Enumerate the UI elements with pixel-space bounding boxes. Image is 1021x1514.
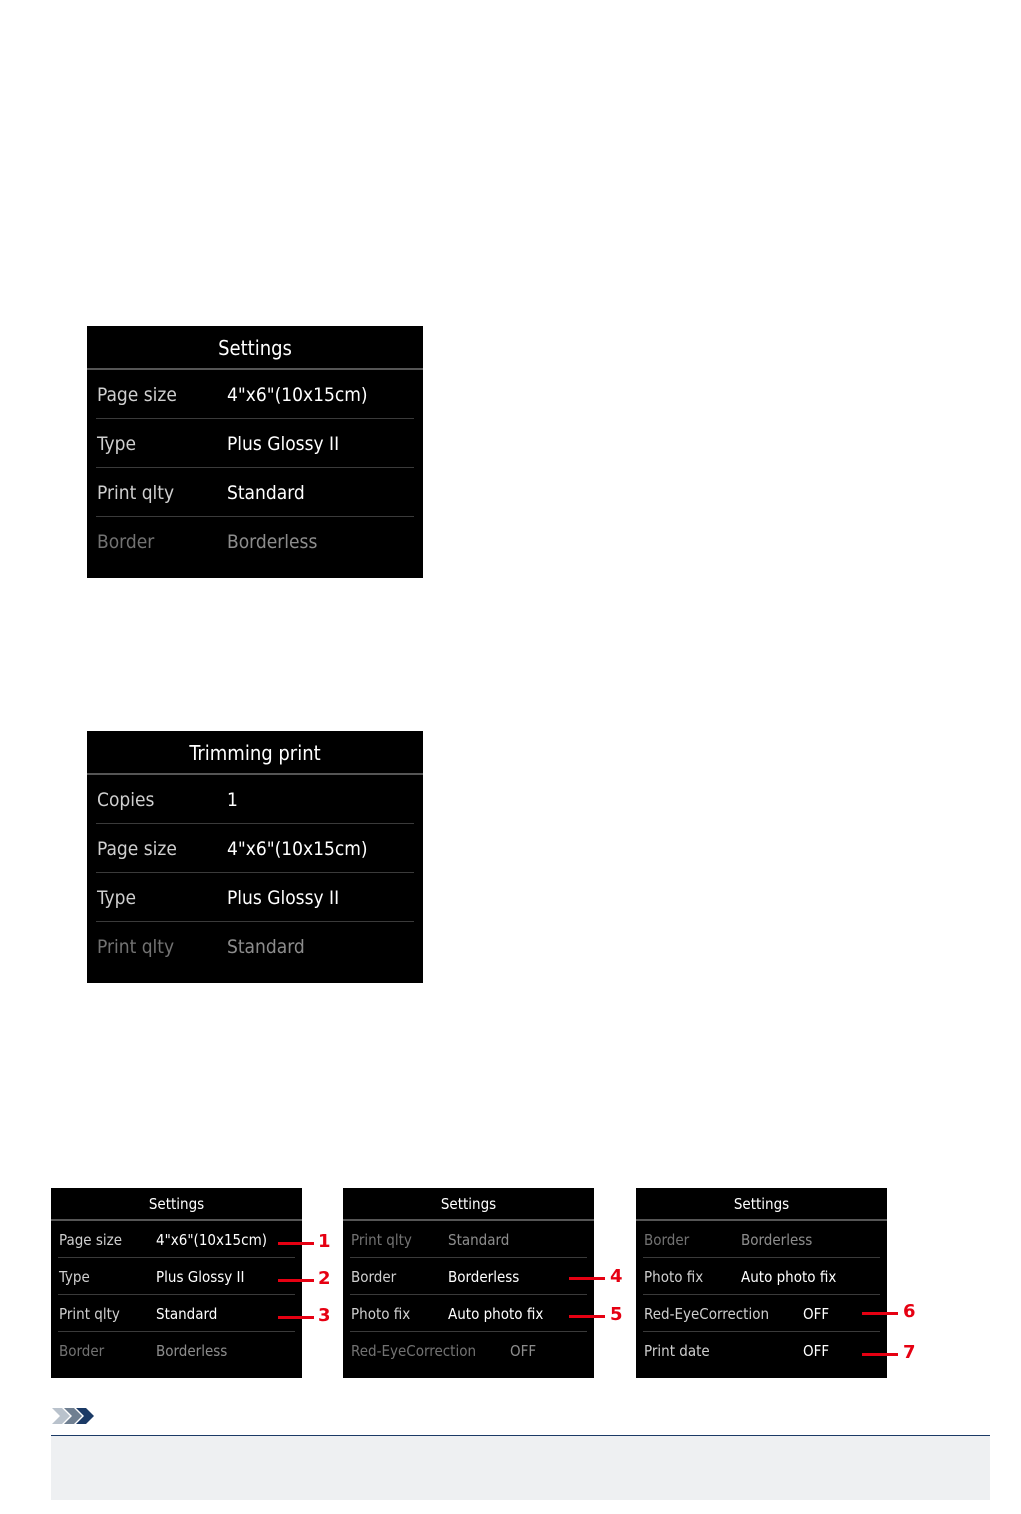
- setting-row-print-qlty[interactable]: [96, 922, 414, 970]
- setting-label: Red-EyeCorrection: [644, 1305, 770, 1323]
- setting-label: Copies: [97, 789, 155, 811]
- setting-label: Border: [351, 1268, 397, 1286]
- setting-value: Borderless: [741, 1231, 813, 1249]
- setting-row-border[interactable]: [350, 1258, 587, 1295]
- setting-row-border[interactable]: [96, 517, 414, 565]
- setting-row-red-eye[interactable]: [350, 1332, 587, 1368]
- settings-screen-small-1: [51, 1188, 302, 1378]
- setting-label: Photo fix: [351, 1305, 411, 1323]
- setting-row-print-qlty[interactable]: [58, 1295, 295, 1332]
- setting-row-copies[interactable]: [96, 775, 414, 824]
- callout-line-2: [278, 1279, 314, 1282]
- setting-value: Standard: [227, 936, 305, 958]
- settings-screen-small-3: [636, 1188, 887, 1378]
- callout-number-6: 6: [903, 1301, 916, 1322]
- setting-value: Borderless: [227, 531, 318, 553]
- setting-value: Plus Glossy II: [227, 887, 340, 909]
- setting-value: 1: [227, 789, 238, 811]
- screen-title: Settings: [636, 1188, 887, 1221]
- callout-line-6: [862, 1312, 898, 1315]
- settings-screen-small-2: [343, 1188, 594, 1378]
- setting-label: Photo fix: [644, 1268, 704, 1286]
- setting-label: Print date: [644, 1342, 710, 1360]
- setting-value: Standard: [227, 482, 305, 504]
- note-icon: [50, 1405, 100, 1427]
- callout-number-1: 1: [318, 1231, 331, 1252]
- note-box: [51, 1436, 990, 1500]
- setting-label: Page size: [59, 1231, 123, 1249]
- callout-line-5: [569, 1315, 605, 1318]
- setting-row-photo-fix[interactable]: [643, 1258, 880, 1295]
- setting-value: Standard: [448, 1231, 510, 1249]
- screen-title: Settings: [87, 326, 423, 370]
- setting-label: Page size: [97, 384, 177, 406]
- setting-label: Border: [59, 1342, 105, 1360]
- callout-line-1: [278, 1242, 314, 1245]
- callout-number-4: 4: [610, 1266, 623, 1287]
- setting-row-red-eye[interactable]: [643, 1295, 880, 1332]
- screen-title: Settings: [343, 1188, 594, 1221]
- callout-line-4: [569, 1277, 605, 1280]
- setting-value: OFF: [803, 1342, 830, 1360]
- setting-label: Print qlty: [97, 936, 175, 958]
- setting-label: Border: [97, 531, 155, 553]
- trimming-print-screen: [87, 731, 423, 983]
- settings-screen: [87, 326, 423, 578]
- callout-number-5: 5: [610, 1304, 623, 1325]
- setting-value: 4"x6"(10x15cm): [156, 1231, 267, 1249]
- callout-number-3: 3: [318, 1305, 331, 1326]
- setting-row-page-size[interactable]: [96, 370, 414, 419]
- setting-value: 4"x6"(10x15cm): [227, 384, 368, 406]
- setting-label: Red-EyeCorrection: [351, 1342, 477, 1360]
- setting-row-print-qlty[interactable]: [350, 1221, 587, 1258]
- setting-row-border[interactable]: [58, 1332, 295, 1368]
- setting-row-type[interactable]: [96, 873, 414, 922]
- setting-row-page-size[interactable]: [96, 824, 414, 873]
- setting-label: Type: [59, 1268, 90, 1286]
- setting-row-page-size[interactable]: [58, 1221, 295, 1258]
- setting-row-print-qlty[interactable]: [96, 468, 414, 517]
- callout-line-7: [862, 1353, 898, 1356]
- callout-number-2: 2: [318, 1268, 331, 1289]
- setting-label: Border: [644, 1231, 690, 1249]
- screen-title: Settings: [51, 1188, 302, 1221]
- setting-label: Type: [97, 887, 136, 909]
- setting-value: Auto photo fix: [741, 1268, 837, 1286]
- setting-row-type[interactable]: [96, 419, 414, 468]
- setting-label: Print qlty: [351, 1231, 412, 1249]
- setting-label: Type: [97, 433, 136, 455]
- setting-value: OFF: [803, 1305, 830, 1323]
- setting-row-type[interactable]: [58, 1258, 295, 1295]
- setting-label: Print qlty: [59, 1305, 120, 1323]
- setting-row-print-date[interactable]: [643, 1332, 880, 1368]
- setting-value: Plus Glossy II: [227, 433, 340, 455]
- setting-value: OFF: [510, 1342, 537, 1360]
- setting-label: Page size: [97, 838, 177, 860]
- callout-line-3: [278, 1316, 314, 1319]
- setting-label: Print qlty: [97, 482, 175, 504]
- setting-value: Borderless: [156, 1342, 228, 1360]
- setting-value: Plus Glossy II: [156, 1268, 245, 1286]
- setting-value: Auto photo fix: [448, 1305, 544, 1323]
- callout-number-7: 7: [903, 1342, 916, 1363]
- setting-value: Standard: [156, 1305, 218, 1323]
- setting-row-photo-fix[interactable]: [350, 1295, 587, 1332]
- setting-row-border[interactable]: [643, 1221, 880, 1258]
- screen-title: Trimming print: [87, 731, 423, 775]
- setting-value: 4"x6"(10x15cm): [227, 838, 368, 860]
- setting-value: Borderless: [448, 1268, 520, 1286]
